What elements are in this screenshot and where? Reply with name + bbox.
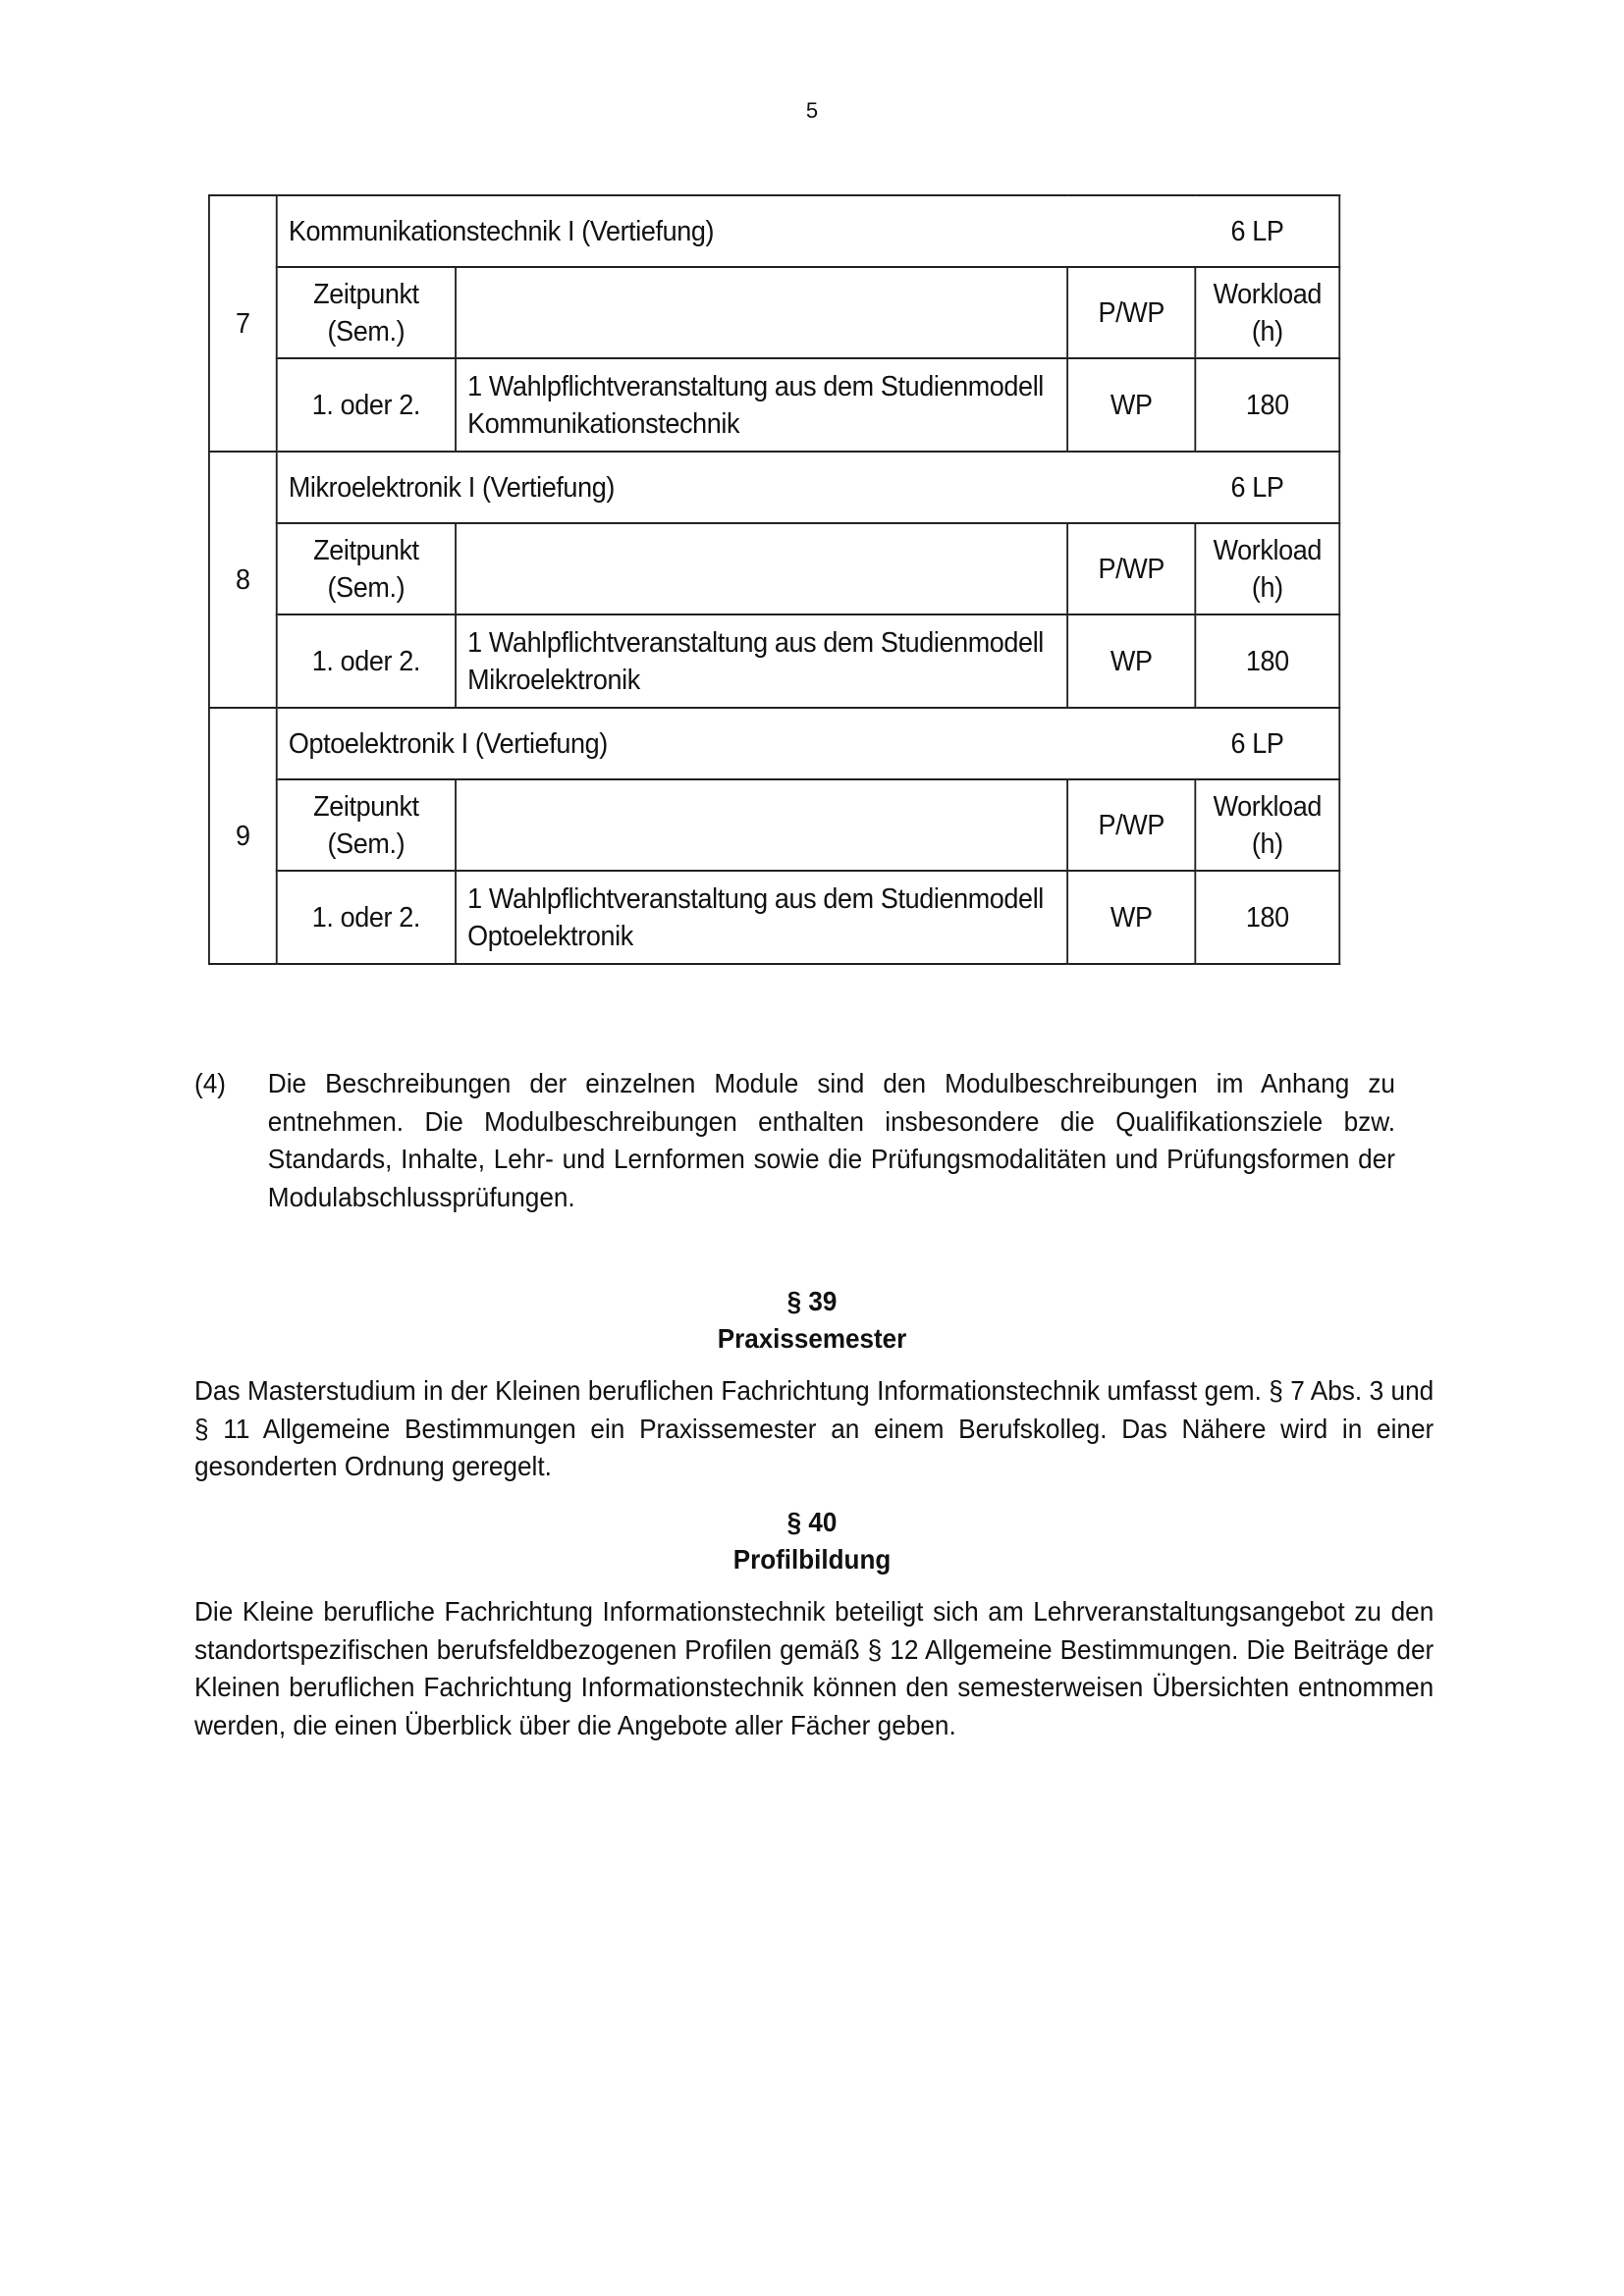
paragraph-4 — [194, 1065, 1395, 1216]
row-pwp: WP — [1067, 871, 1195, 964]
module-header-row — [209, 267, 1339, 358]
header-pwp: P/WP — [1067, 267, 1195, 358]
row-description-line1: 1 Wahlpflichtveranstaltung aus dem Studienmodell — [467, 370, 1044, 402]
module-table — [208, 194, 1340, 965]
header-description — [456, 779, 1067, 871]
module-title-row — [209, 452, 1339, 523]
section-39-body — [194, 1372, 1435, 1486]
module-data-row — [209, 614, 1339, 708]
header-description — [456, 523, 1067, 614]
page-number: 5 — [805, 98, 819, 123]
header-workload: Workload (h) — [1195, 779, 1339, 871]
module-credits: 6 LP — [1230, 727, 1284, 760]
module-title-cell — [277, 708, 1340, 779]
module-number: 8 — [209, 452, 277, 708]
section-39-heading — [0, 1283, 1624, 1358]
module-title: Mikroelektronik I (Vertiefung) — [288, 471, 615, 504]
paragraph-label: (4) — [194, 1068, 227, 1098]
module-header-row — [209, 779, 1339, 871]
row-description-line2: Mikroelektronik — [467, 664, 640, 696]
section-text: Das Masterstudium in der Kleinen beruflichen Fachrichtung Informationstechnik umfasst gem. § 7 Abs. 3 und § 11 Allgemeine Bestimmungen ein Praxissemester an einem Berufskolleg. Das Nähere wird in einer gesonderten Ordnung geregelt. — [194, 1375, 1435, 1481]
row-description-line2: Kommunikationstechnik — [467, 407, 740, 440]
header-description — [456, 267, 1067, 358]
row-zeitpunkt: 1. oder 2. — [277, 871, 456, 964]
module-title: Optoelektronik I (Vertiefung) — [288, 727, 608, 760]
header-zeitpunkt: Zeitpunkt (Sem.) — [277, 779, 456, 871]
row-description-line1: 1 Wahlpflichtveranstaltung aus dem Studienmodell — [467, 882, 1044, 915]
row-description — [456, 871, 1067, 964]
module-number: 9 — [209, 708, 277, 964]
section-number: § 39 — [786, 1286, 838, 1316]
section-40-heading — [0, 1504, 1624, 1578]
header-zeitpunkt: Zeitpunkt (Sem.) — [277, 523, 456, 614]
row-workload: 180 — [1195, 614, 1339, 708]
paragraph-text: Die Beschreibungen der einzelnen Module sind den Modulbeschreibungen im Anhang zu entnehmen. Die Modulbeschreibungen enthalten insbesondere die Qualifikationsziele bzw. Standards, Inhalte, Lehr- und Lernformen sowie die Prüfungsmodalitäten und Prüfungsformen der Modulabschlussprüfungen. — [267, 1068, 1395, 1212]
module-credits: 6 LP — [1230, 215, 1284, 247]
module-number: 7 — [209, 195, 277, 452]
row-description — [456, 614, 1067, 708]
row-pwp: WP — [1067, 614, 1195, 708]
module-data-row — [209, 871, 1339, 964]
section-title: Praxissemester — [717, 1323, 907, 1354]
header-workload: Workload (h) — [1195, 523, 1339, 614]
section-number: § 40 — [786, 1507, 838, 1537]
row-pwp: WP — [1067, 358, 1195, 452]
module-title-row — [209, 195, 1339, 267]
header-pwp: P/WP — [1067, 523, 1195, 614]
module-title-row — [209, 708, 1339, 779]
row-workload: 180 — [1195, 871, 1339, 964]
module-credits: 6 LP — [1230, 471, 1284, 504]
row-description — [456, 358, 1067, 452]
module-title: Kommunikationstechnik I (Vertiefung) — [288, 215, 715, 247]
module-title-cell — [277, 195, 1340, 267]
section-text: Die Kleine berufliche Fachrichtung Informationstechnik beteiligt sich am Lehrveranstaltungsangebot zu den standortspezifischen berufsfeldbezogenen Profilen gemäß § 12 Allgemeine Bestimmungen. Die Beiträge der Kleinen beruflichen Fachrichtung Informationstechnik können den semesterweisen Übersichten entnommen werden, die einen Überblick über die Angebote aller Fächer geben. — [194, 1596, 1435, 1740]
module-header-row — [209, 523, 1339, 614]
row-zeitpunkt: 1. oder 2. — [277, 614, 456, 708]
header-zeitpunkt: Zeitpunkt (Sem.) — [277, 267, 456, 358]
module-title-cell — [277, 452, 1340, 523]
header-pwp: P/WP — [1067, 779, 1195, 871]
header-workload: Workload (h) — [1195, 267, 1339, 358]
row-description-line1: 1 Wahlpflichtveranstaltung aus dem Studienmodell — [467, 626, 1044, 659]
section-40-body — [194, 1593, 1435, 1744]
section-title: Profilbildung — [732, 1544, 892, 1575]
row-zeitpunkt: 1. oder 2. — [277, 358, 456, 452]
row-description-line2: Optoelektronik — [467, 920, 633, 952]
row-workload: 180 — [1195, 358, 1339, 452]
module-data-row — [209, 358, 1339, 452]
